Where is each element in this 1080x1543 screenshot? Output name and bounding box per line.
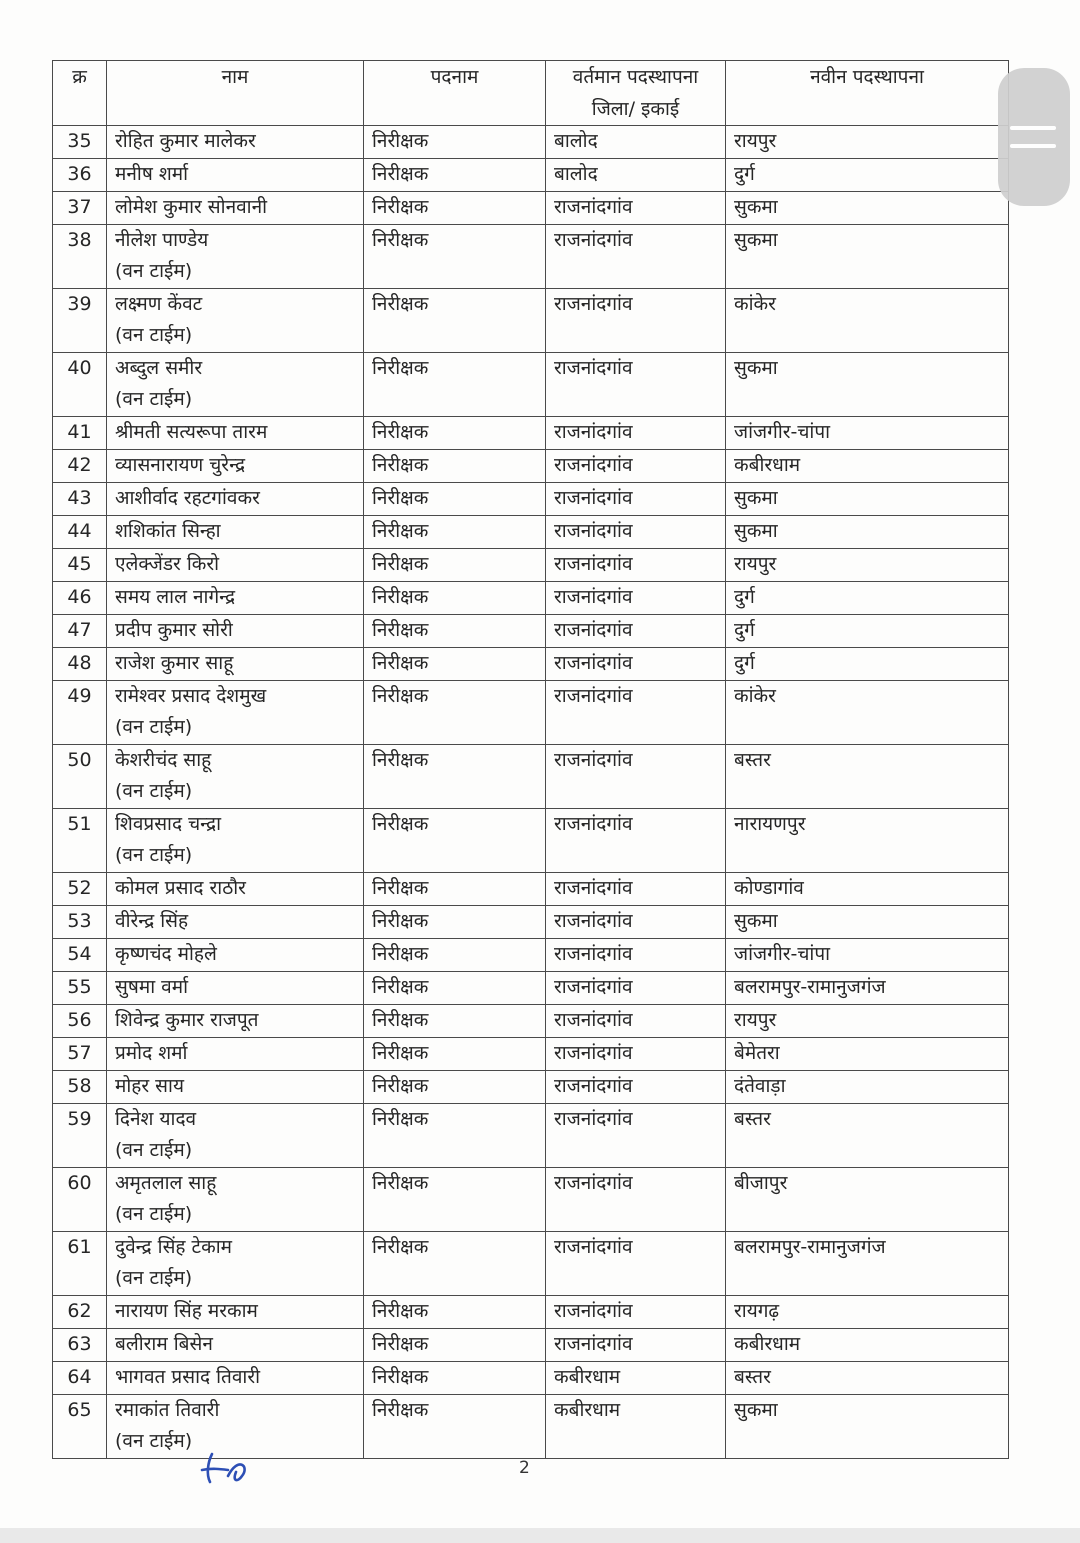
designation-cell: निरीक्षक (364, 1038, 546, 1071)
new-posting-cell: कबीरधाम (726, 1329, 1009, 1362)
officer-name: समय लाल नागेन्द्र (115, 586, 236, 608)
current-posting-cell: राजनांदगांव (546, 1071, 726, 1104)
designation-cell: निरीक्षक (364, 549, 546, 582)
serial-cell: 63 (53, 1329, 107, 1362)
serial-cell: 38 (53, 225, 107, 289)
officer-name: श्रीमती सत्यरूपा तारम (115, 421, 268, 443)
new-posting-cell: कांकेर (726, 681, 1009, 745)
new-posting-cell: दुर्ग (726, 648, 1009, 681)
new-posting-cell: दुर्ग (726, 582, 1009, 615)
name-cell (107, 1232, 364, 1296)
designation-cell: निरीक्षक (364, 1362, 546, 1395)
current-posting-cell: राजनांदगांव (546, 906, 726, 939)
table-row (53, 450, 1009, 483)
designation-cell: निरीक्षक (364, 1005, 546, 1038)
name-cell (107, 1038, 364, 1071)
serial-cell: 62 (53, 1296, 107, 1329)
table-row (53, 939, 1009, 972)
officer-name-note: (वन टाईम) (115, 780, 193, 802)
table-row (53, 1168, 1009, 1232)
serial-cell: 42 (53, 450, 107, 483)
new-posting-cell: सुकमा (726, 353, 1009, 417)
name-cell (107, 516, 364, 549)
header-new-posting: नवीन पदस्थापना (726, 61, 1009, 126)
new-posting-cell: सुकमा (726, 906, 1009, 939)
officer-name-note: (वन टाईम) (115, 324, 193, 346)
handle-bar-top (1010, 126, 1056, 130)
current-posting-cell: राजनांदगांव (546, 192, 726, 225)
current-posting-cell: राजनांदगांव (546, 1104, 726, 1168)
current-posting-cell: राजनांदगांव (546, 483, 726, 516)
name-cell (107, 549, 364, 582)
name-cell (107, 225, 364, 289)
table-row (53, 1362, 1009, 1395)
signature-mark (198, 1448, 252, 1490)
current-posting-cell: राजनांदगांव (546, 289, 726, 353)
new-posting-cell: बलरामपुर-रामानुजगंज (726, 1232, 1009, 1296)
table-row (53, 549, 1009, 582)
serial-cell: 47 (53, 615, 107, 648)
designation-cell: निरीक्षक (364, 972, 546, 1005)
designation-cell: निरीक्षक (364, 582, 546, 615)
new-posting-cell: सुकमा (726, 225, 1009, 289)
table-row (53, 582, 1009, 615)
table-row (53, 809, 1009, 873)
new-posting-cell: जांजगीर-चांपा (726, 417, 1009, 450)
serial-cell: 59 (53, 1104, 107, 1168)
header-serial: क्र (53, 61, 107, 126)
serial-cell: 64 (53, 1362, 107, 1395)
table-row (53, 873, 1009, 906)
new-posting-cell: बलरामपुर-रामानुजगंज (726, 972, 1009, 1005)
serial-cell: 46 (53, 582, 107, 615)
officer-name-note: (वन टाईम) (115, 1267, 193, 1289)
serial-cell: 57 (53, 1038, 107, 1071)
serial-cell: 36 (53, 159, 107, 192)
name-cell (107, 483, 364, 516)
table-row (53, 1329, 1009, 1362)
header-designation: पदनाम (364, 61, 546, 126)
new-posting-cell: कोण्डागांव (726, 873, 1009, 906)
name-cell (107, 681, 364, 745)
table-row (53, 126, 1009, 159)
current-posting-cell: कबीरधाम (546, 1395, 726, 1459)
header-name: नाम (107, 61, 364, 126)
name-cell (107, 745, 364, 809)
serial-cell: 58 (53, 1071, 107, 1104)
new-posting-cell: कबीरधाम (726, 450, 1009, 483)
officer-name: शिवेन्द्र कुमार राजपूत (115, 1009, 259, 1031)
officer-name: व्यासनारायण चुरेन्द्र (115, 454, 246, 476)
serial-cell: 45 (53, 549, 107, 582)
new-posting-cell: दंतेवाड़ा (726, 1071, 1009, 1104)
designation-cell: निरीक्षक (364, 648, 546, 681)
designation-cell: निरीक्षक (364, 516, 546, 549)
current-posting-cell: राजनांदगांव (546, 549, 726, 582)
serial-cell: 44 (53, 516, 107, 549)
designation-cell: निरीक्षक (364, 192, 546, 225)
new-posting-cell: नारायणपुर (726, 809, 1009, 873)
new-posting-cell: बस्तर (726, 1362, 1009, 1395)
officer-name: सुषमा वर्मा (115, 976, 188, 998)
officer-name: बलीराम बिसेन (115, 1333, 213, 1355)
designation-cell: निरीक्षक (364, 939, 546, 972)
designation-cell: निरीक्षक (364, 681, 546, 745)
new-posting-cell: दुर्ग (726, 615, 1009, 648)
name-cell (107, 450, 364, 483)
officer-name: शशिकांत सिन्हा (115, 520, 221, 542)
officer-name: केशरीचंद साहू (115, 749, 212, 771)
officer-name: मोहर साय (115, 1075, 184, 1097)
table-row (53, 906, 1009, 939)
new-posting-cell: सुकमा (726, 516, 1009, 549)
officer-name-note: (वन टाईम) (115, 716, 193, 738)
officer-name-note: (वन टाईम) (115, 388, 193, 410)
name-cell (107, 1362, 364, 1395)
serial-cell: 60 (53, 1168, 107, 1232)
transfer-table (52, 60, 1009, 1459)
current-posting-cell: राजनांदगांव (546, 745, 726, 809)
table-row (53, 1005, 1009, 1038)
header-current-posting: वर्तमान पदस्थापना जिला/ इकाई (546, 61, 726, 126)
current-posting-cell: राजनांदगांव (546, 972, 726, 1005)
officer-name-note: (वन टाईम) (115, 844, 193, 866)
table-row (53, 192, 1009, 225)
serial-cell: 51 (53, 809, 107, 873)
new-posting-cell: रायपुर (726, 549, 1009, 582)
officer-name-note: (वन टाईम) (115, 260, 193, 282)
officer-name: नारायण सिंह मरकाम (115, 1300, 258, 1322)
table-row (53, 1296, 1009, 1329)
name-cell (107, 1005, 364, 1038)
table-row (53, 353, 1009, 417)
current-posting-cell: राजनांदगांव (546, 809, 726, 873)
name-cell (107, 648, 364, 681)
name-cell (107, 353, 364, 417)
designation-cell: निरीक्षक (364, 615, 546, 648)
table-row (53, 1104, 1009, 1168)
designation-cell: निरीक्षक (364, 1329, 546, 1362)
serial-cell: 52 (53, 873, 107, 906)
new-posting-cell: बस्तर (726, 745, 1009, 809)
new-posting-cell: बस्तर (726, 1104, 1009, 1168)
new-posting-cell: रायगढ़ (726, 1296, 1009, 1329)
serial-cell: 56 (53, 1005, 107, 1038)
officer-name: आशीर्वाद रहटगांवकर (115, 487, 260, 509)
officer-name: रोहित कुमार मालेकर (115, 130, 256, 152)
designation-cell: निरीक्षक (364, 873, 546, 906)
officer-name: एलेक्जेंडर किरो (115, 553, 220, 575)
serial-cell: 37 (53, 192, 107, 225)
officer-name: प्रमोद शर्मा (115, 1042, 188, 1064)
handle-bar-bottom (1010, 144, 1056, 148)
designation-cell: निरीक्षक (364, 159, 546, 192)
designation-cell: निरीक्षक (364, 483, 546, 516)
officer-name: लोमेश कुमार सोनवानी (115, 196, 268, 218)
designation-cell: निरीक्षक (364, 353, 546, 417)
designation-cell: निरीक्षक (364, 1104, 546, 1168)
officer-name: कोमल प्रसाद राठौर (115, 877, 246, 899)
serial-cell: 48 (53, 648, 107, 681)
bottom-strip (0, 1528, 1080, 1543)
current-posting-cell: राजनांदगांव (546, 615, 726, 648)
new-posting-cell: कांकेर (726, 289, 1009, 353)
serial-cell: 49 (53, 681, 107, 745)
menu-handle-icon[interactable] (998, 68, 1070, 206)
designation-cell: निरीक्षक (364, 289, 546, 353)
designation-cell: निरीक्षक (364, 1168, 546, 1232)
serial-cell: 35 (53, 126, 107, 159)
name-cell (107, 615, 364, 648)
name-cell (107, 582, 364, 615)
table-row (53, 1071, 1009, 1104)
officer-name: रमाकांत तिवारी (115, 1399, 220, 1421)
new-posting-cell: दुर्ग (726, 159, 1009, 192)
officer-name: वीरेन्द्र सिंह (115, 910, 189, 932)
officer-name: मनीष शर्मा (115, 163, 189, 185)
serial-cell: 40 (53, 353, 107, 417)
serial-cell: 39 (53, 289, 107, 353)
designation-cell: निरीक्षक (364, 1071, 546, 1104)
designation-cell: निरीक्षक (364, 809, 546, 873)
current-posting-cell: राजनांदगांव (546, 225, 726, 289)
name-cell (107, 906, 364, 939)
table-row (53, 159, 1009, 192)
current-posting-cell: राजनांदगांव (546, 417, 726, 450)
designation-cell: निरीक्षक (364, 906, 546, 939)
current-posting-cell: राजनांदगांव (546, 939, 726, 972)
designation-cell: निरीक्षक (364, 450, 546, 483)
officer-name: भागवत प्रसाद तिवारी (115, 1366, 261, 1388)
page-number: 2 (519, 1458, 530, 1478)
table-row (53, 1232, 1009, 1296)
name-cell (107, 417, 364, 450)
designation-cell: निरीक्षक (364, 1296, 546, 1329)
serial-cell: 50 (53, 745, 107, 809)
table-row (53, 1395, 1009, 1459)
officer-name-note: (वन टाईम) (115, 1203, 193, 1225)
table-row (53, 225, 1009, 289)
current-posting-cell: राजनांदगांव (546, 1232, 726, 1296)
officer-name: नीलेश पाण्डेय (115, 229, 209, 251)
current-posting-cell: राजनांदगांव (546, 873, 726, 906)
table-row (53, 483, 1009, 516)
current-posting-cell: बालोद (546, 159, 726, 192)
table-row (53, 681, 1009, 745)
name-cell (107, 1071, 364, 1104)
table-header-row (53, 61, 1009, 126)
current-posting-cell: राजनांदगांव (546, 648, 726, 681)
officer-name: प्रदीप कुमार सोरी (115, 619, 233, 641)
designation-cell: निरीक्षक (364, 126, 546, 159)
officer-name: अब्दुल समीर (115, 357, 203, 379)
designation-cell: निरीक्षक (364, 1395, 546, 1459)
serial-cell: 61 (53, 1232, 107, 1296)
officer-name: रामेश्वर प्रसाद देशमुख (115, 685, 267, 707)
serial-cell: 43 (53, 483, 107, 516)
officer-name: कृष्णचंद मोहले (115, 943, 217, 965)
table-row (53, 289, 1009, 353)
table-row (53, 516, 1009, 549)
name-cell (107, 1329, 364, 1362)
current-posting-cell: राजनांदगांव (546, 1005, 726, 1038)
name-cell (107, 1104, 364, 1168)
table-body (53, 126, 1009, 1459)
current-posting-cell: राजनांदगांव (546, 450, 726, 483)
serial-cell: 53 (53, 906, 107, 939)
serial-cell: 65 (53, 1395, 107, 1459)
name-cell (107, 972, 364, 1005)
current-posting-cell: राजनांदगांव (546, 1038, 726, 1071)
current-posting-cell: राजनांदगांव (546, 1296, 726, 1329)
current-posting-cell: राजनांदगांव (546, 582, 726, 615)
designation-cell: निरीक्षक (364, 1232, 546, 1296)
new-posting-cell: जांजगीर-चांपा (726, 939, 1009, 972)
officer-name: अमृतलाल साहू (115, 1172, 217, 1194)
serial-cell: 55 (53, 972, 107, 1005)
officer-name: दुवेन्द्र सिंह टेकाम (115, 1236, 232, 1258)
name-cell (107, 873, 364, 906)
new-posting-cell: बेमेतरा (726, 1038, 1009, 1071)
new-posting-cell: सुकमा (726, 483, 1009, 516)
name-cell (107, 192, 364, 225)
designation-cell: निरीक्षक (364, 225, 546, 289)
table-row (53, 1038, 1009, 1071)
designation-cell: निरीक्षक (364, 745, 546, 809)
new-posting-cell: सुकमा (726, 192, 1009, 225)
officer-name: लक्ष्मण केंवट (115, 293, 203, 315)
current-posting-cell: राजनांदगांव (546, 516, 726, 549)
new-posting-cell: रायपुर (726, 1005, 1009, 1038)
name-cell (107, 289, 364, 353)
new-posting-cell: बीजापुर (726, 1168, 1009, 1232)
officer-name-note: (वन टाईम) (115, 1139, 193, 1161)
new-posting-cell: रायपुर (726, 126, 1009, 159)
current-posting-cell: राजनांदगांव (546, 681, 726, 745)
current-posting-cell: बालोद (546, 126, 726, 159)
table-row (53, 648, 1009, 681)
name-cell (107, 939, 364, 972)
name-cell (107, 1296, 364, 1329)
current-posting-cell: राजनांदगांव (546, 353, 726, 417)
serial-cell: 54 (53, 939, 107, 972)
officer-name: शिवप्रसाद चन्द्रा (115, 813, 222, 835)
officer-name: राजेश कुमार साहू (115, 652, 234, 674)
table-row (53, 615, 1009, 648)
name-cell (107, 159, 364, 192)
designation-cell: निरीक्षक (364, 417, 546, 450)
name-cell (107, 1168, 364, 1232)
current-posting-cell: कबीरधाम (546, 1362, 726, 1395)
current-posting-cell: राजनांदगांव (546, 1168, 726, 1232)
current-posting-cell: राजनांदगांव (546, 1329, 726, 1362)
serial-cell: 41 (53, 417, 107, 450)
officer-name: दिनेश यादव (115, 1108, 197, 1130)
table-row (53, 417, 1009, 450)
new-posting-cell: सुकमा (726, 1395, 1009, 1459)
table-row (53, 745, 1009, 809)
name-cell (107, 126, 364, 159)
name-cell (107, 809, 364, 873)
table-row (53, 972, 1009, 1005)
officer-name-note: (वन टाईम) (115, 1430, 193, 1452)
